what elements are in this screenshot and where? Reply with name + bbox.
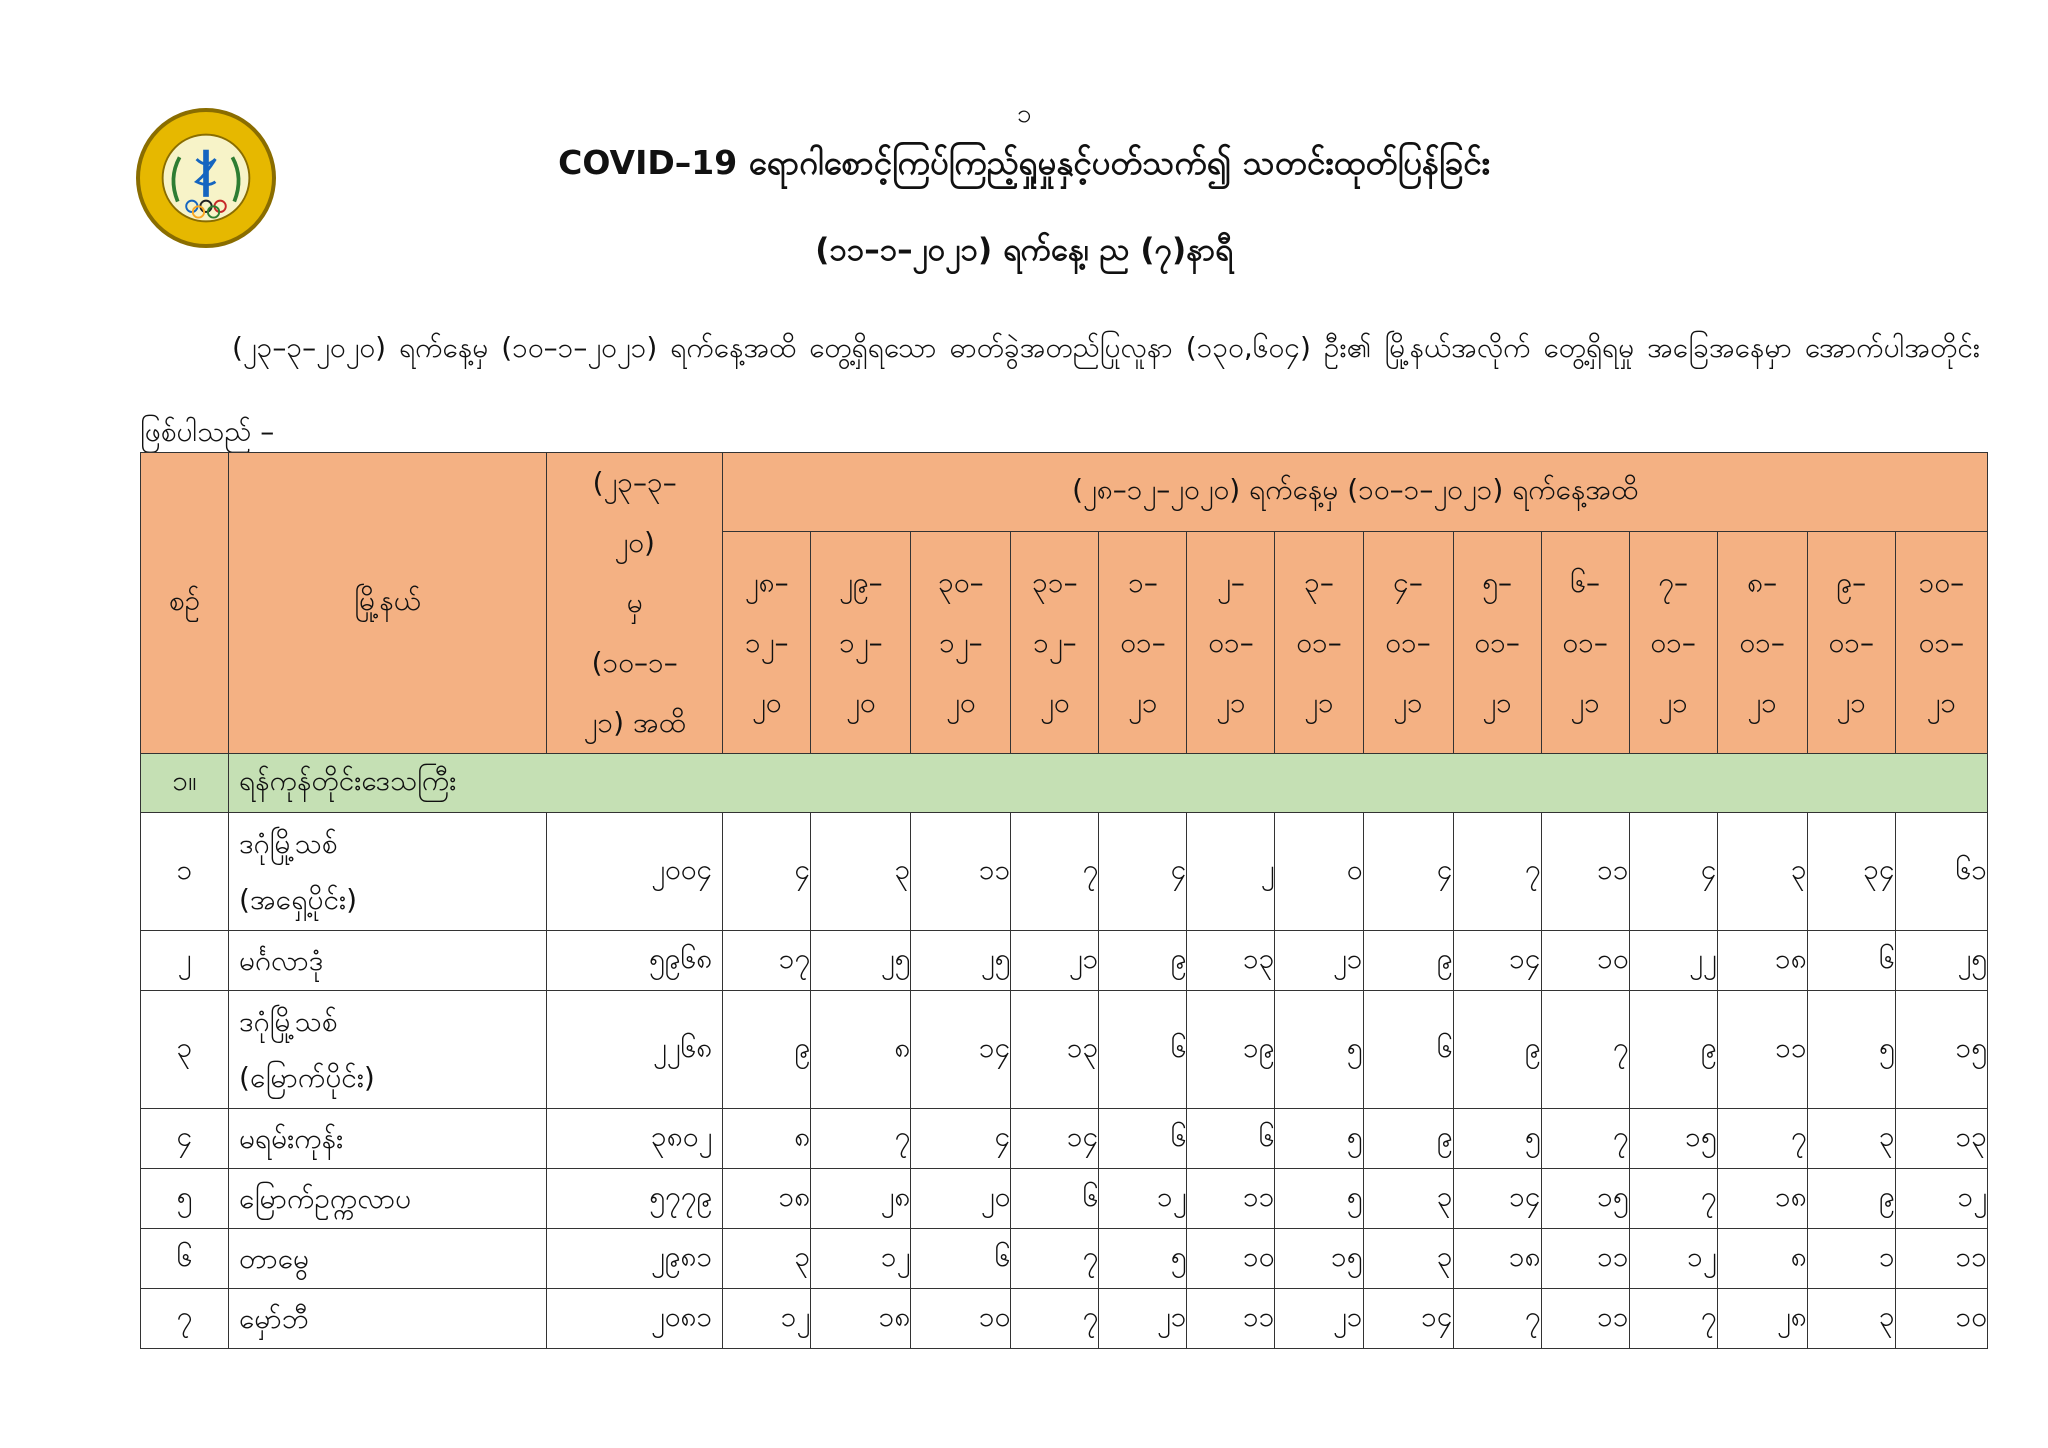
daily-count: ၉: [1453, 991, 1541, 1109]
daily-count: ၇: [1453, 1289, 1541, 1349]
daily-count: ၇: [1717, 1109, 1807, 1169]
daily-count: ၁၁: [1187, 1169, 1275, 1229]
daily-count: ၁၀: [1187, 1229, 1275, 1289]
daily-count: ၁၇: [723, 931, 811, 991]
page-number: ၁: [1016, 99, 1032, 129]
row-number: ၆: [141, 1229, 229, 1289]
header-date-1: ၂၈– ၁၂– ၂၀: [723, 532, 811, 754]
daily-count: ၂၅: [1895, 931, 1987, 991]
daily-count: ၁၁: [911, 813, 1011, 931]
daily-count: ၃: [811, 813, 911, 931]
daily-count: ၆: [1099, 1109, 1187, 1169]
township-total: ၂၀၈၁: [547, 1289, 723, 1349]
daily-count: ၁၈: [723, 1169, 811, 1229]
daily-count: ၃: [1363, 1229, 1453, 1289]
daily-count: ၇: [811, 1109, 911, 1169]
daily-count: ၉: [1629, 991, 1717, 1109]
daily-count: ၆: [911, 1229, 1011, 1289]
header-date-3: ၃၀– ၁၂– ၂၀: [911, 532, 1011, 754]
daily-count: ၄: [1629, 813, 1717, 931]
daily-count: ၁၀: [1895, 1289, 1987, 1349]
daily-count: ၈: [723, 1109, 811, 1169]
header-date-range: (၂၈–၁၂–၂၀၂၀) ရက်နေ့မှ (၁၀–၁–၂၀၂၁) ရက်နေ့အထိ: [723, 453, 1988, 532]
daily-count: ၄: [1363, 813, 1453, 931]
daily-count: ၁၅: [1629, 1109, 1717, 1169]
header-date-9: ၅– ၀၁– ၂၁: [1453, 532, 1541, 754]
row-number: ၃: [141, 991, 229, 1109]
header-date-5: ၁– ၀၁– ၂၁: [1099, 532, 1187, 754]
daily-count: ၁၅: [1541, 1169, 1629, 1229]
daily-count: ၉: [1099, 931, 1187, 991]
township-name: ဒဂုံမြို့သစ် (အရှေ့ပိုင်း): [229, 813, 547, 931]
daily-count: ၁၃: [1895, 1109, 1987, 1169]
daily-count: ၄: [1099, 813, 1187, 931]
table-row: [141, 813, 1988, 931]
daily-count: ၁၄: [911, 991, 1011, 1109]
region-row: [141, 754, 1988, 813]
region-name: ရန်ကုန်တိုင်းဒေသကြီး: [229, 754, 1988, 813]
daily-count: ၆၁: [1895, 813, 1987, 931]
daily-count: ၃: [1717, 813, 1807, 931]
row-number: ၄: [141, 1109, 229, 1169]
header-township: မြို့နယ်: [229, 453, 547, 754]
table-row: [141, 1289, 1988, 1349]
daily-count: ၉: [723, 991, 811, 1109]
daily-count: ၁၂: [811, 1229, 911, 1289]
daily-count: ၁၁: [1541, 1289, 1629, 1349]
daily-count: ၆: [1187, 1109, 1275, 1169]
table-row: [141, 991, 1988, 1109]
header-date-8: ၄– ၀၁– ၂၁: [1363, 532, 1453, 754]
daily-count: ၅: [1453, 1109, 1541, 1169]
header-date-11: ၇– ၀၁– ၂၁: [1629, 532, 1717, 754]
region-number: ၁။: [141, 754, 229, 813]
header-date-4: ၃၁– ၁၂– ၂၀: [1011, 532, 1099, 754]
daily-count: ၁၅: [1895, 991, 1987, 1109]
daily-count: ၉: [1363, 1109, 1453, 1169]
township-name: မရမ်းကုန်း: [229, 1109, 547, 1169]
daily-count: ၄: [723, 813, 811, 931]
daily-count: ၂၈: [811, 1169, 911, 1229]
daily-count: ၃: [1363, 1169, 1453, 1229]
township-cases-table: [140, 452, 1988, 1349]
daily-count: ၂၁: [1275, 1289, 1363, 1349]
daily-count: ၈: [1717, 1229, 1807, 1289]
header-date-10: ၆– ၀၁– ၂၁: [1541, 532, 1629, 754]
daily-count: ၁: [1807, 1229, 1895, 1289]
daily-count: ၁၁: [1541, 813, 1629, 931]
row-number: ၇: [141, 1289, 229, 1349]
township-name: မင်္ဂလာဒုံ: [229, 931, 547, 991]
daily-count: ၃: [1807, 1289, 1895, 1349]
daily-count: ၄: [911, 1109, 1011, 1169]
intro-paragraph: (၂၃–၃–၂၀၂၀) ရက်နေ့မှ (၁၀–၁–၂၀၂၁) ရက်နေ့အထိ တွေ့ရှိရသော ဓာတ်ခွဲအတည်ပြုလူနာ (၁၃၀,၆၀၄) ဦး၏ မြို့နယ်အလိုက် တွေ့ရှိရမှု အခြေအနေမှာ အောက်ပါအတိုင်း ဖြစ်ပါသည် –: [140, 331, 1980, 448]
daily-count: ၁၀: [911, 1289, 1011, 1349]
daily-count: ၀: [1275, 813, 1363, 931]
daily-count: ၁၉: [1187, 991, 1275, 1109]
daily-count: ၁၁: [1541, 1229, 1629, 1289]
daily-count: ၂၁: [1011, 931, 1099, 991]
daily-count: ၃: [1807, 1109, 1895, 1169]
township-name: ဒဂုံမြို့သစ် (မြောက်ပိုင်း): [229, 991, 547, 1109]
daily-count: ၆: [1807, 931, 1895, 991]
daily-count: ၂၂: [1629, 931, 1717, 991]
daily-count: ၇: [1011, 1289, 1099, 1349]
daily-count: ၁၈: [1717, 931, 1807, 991]
township-name: တာမွေ: [229, 1229, 547, 1289]
daily-count: ၁၀: [1541, 931, 1629, 991]
daily-count: ၁၂: [1895, 1169, 1987, 1229]
daily-count: ၉: [1363, 931, 1453, 991]
document-subtitle: (၁၁–၁–၂၀၂၁) ရက်နေ့၊ ည (၇)နာရီ: [815, 232, 1233, 268]
row-number: ၁: [141, 813, 229, 931]
township-total: ၂၂၆၈: [547, 991, 723, 1109]
daily-count: ၇: [1629, 1289, 1717, 1349]
daily-count: ၂၈: [1717, 1289, 1807, 1349]
daily-count: ၁၅: [1275, 1229, 1363, 1289]
header-date-2: ၂၉– ၁၂– ၂၀: [811, 532, 911, 754]
daily-count: ၂၀: [911, 1169, 1011, 1229]
daily-count: ၃၄: [1807, 813, 1895, 931]
daily-count: ၅: [1275, 991, 1363, 1109]
daily-count: ၁၃: [1011, 991, 1099, 1109]
row-number: ၅: [141, 1169, 229, 1229]
daily-count: ၆: [1011, 1169, 1099, 1229]
header-date-6: ၂– ၀၁– ၂၁: [1187, 532, 1275, 754]
daily-count: ၅: [1275, 1109, 1363, 1169]
daily-count: ၅: [1807, 991, 1895, 1109]
header-date-13: ၉– ၀၁– ၂၁: [1807, 532, 1895, 754]
daily-count: ၇: [1541, 991, 1629, 1109]
daily-count: ၁၂: [1099, 1169, 1187, 1229]
daily-count: ၇: [1629, 1169, 1717, 1229]
daily-count: ၁၂: [1629, 1229, 1717, 1289]
table-row: [141, 931, 1988, 991]
daily-count: ၂၅: [811, 931, 911, 991]
daily-count: ၁၈: [1453, 1229, 1541, 1289]
daily-count: ၁၄: [1453, 1169, 1541, 1229]
daily-count: ၇: [1011, 813, 1099, 931]
daily-count: ၇: [1453, 813, 1541, 931]
township-total: ၃၈၀၂: [547, 1109, 723, 1169]
document-title: COVID–19 ရောဂါစောင့်ကြပ်ကြည့်ရှုမှုနှင့်ပတ်သက်၍ သတင်းထုတ်ပြန်ခြင်း: [558, 143, 1490, 182]
daily-count: ၈: [811, 991, 911, 1109]
daily-count: ၇: [1541, 1109, 1629, 1169]
daily-count: ၁၁: [1895, 1229, 1987, 1289]
daily-count: ၁၄: [1453, 931, 1541, 991]
header-total: (၂၃–၃– ၂၀) မှ (၁၀–၁– ၂၁) အထိ: [547, 453, 723, 754]
township-total: ၅၉၆၈: [547, 931, 723, 991]
daily-count: ၁၈: [811, 1289, 911, 1349]
header-no: စဉ်: [141, 453, 229, 754]
daily-count: ၂: [1187, 813, 1275, 931]
table-row: [141, 1169, 1988, 1229]
township-total: ၂၉၈၁: [547, 1229, 723, 1289]
daily-count: ၁၄: [1363, 1289, 1453, 1349]
daily-count: ၁၃: [1187, 931, 1275, 991]
daily-count: ၇: [1011, 1229, 1099, 1289]
table-row: [141, 1229, 1988, 1289]
daily-count: ၉: [1807, 1169, 1895, 1229]
daily-count: ၁၁: [1717, 991, 1807, 1109]
row-number: ၂: [141, 931, 229, 991]
daily-count: ၂၁: [1275, 931, 1363, 991]
daily-count: ၁၁: [1187, 1289, 1275, 1349]
daily-count: ၃: [723, 1229, 811, 1289]
header-date-12: ၈– ၀၁– ၂၁: [1717, 532, 1807, 754]
daily-count: ၂၅: [911, 931, 1011, 991]
daily-count: ၅: [1275, 1169, 1363, 1229]
township-name: မြောက်ဥက္ကလာပ: [229, 1169, 547, 1229]
table-row: [141, 1109, 1988, 1169]
daily-count: ၆: [1099, 991, 1187, 1109]
daily-count: ၂၁: [1099, 1289, 1187, 1349]
daily-count: ၁၄: [1011, 1109, 1099, 1169]
header-date-14: ၁၀– ၀၁– ၂၁: [1895, 532, 1987, 754]
header-date-7: ၃– ၀၁– ၂၁: [1275, 532, 1363, 754]
township-name: မှော်ဘီ: [229, 1289, 547, 1349]
daily-count: ၁၈: [1717, 1169, 1807, 1229]
township-total: ၂၀၀၄: [547, 813, 723, 931]
daily-count: ၁၂: [723, 1289, 811, 1349]
daily-count: ၆: [1363, 991, 1453, 1109]
daily-count: ၅: [1099, 1229, 1187, 1289]
township-total: ၅၇၇၉: [547, 1169, 723, 1229]
